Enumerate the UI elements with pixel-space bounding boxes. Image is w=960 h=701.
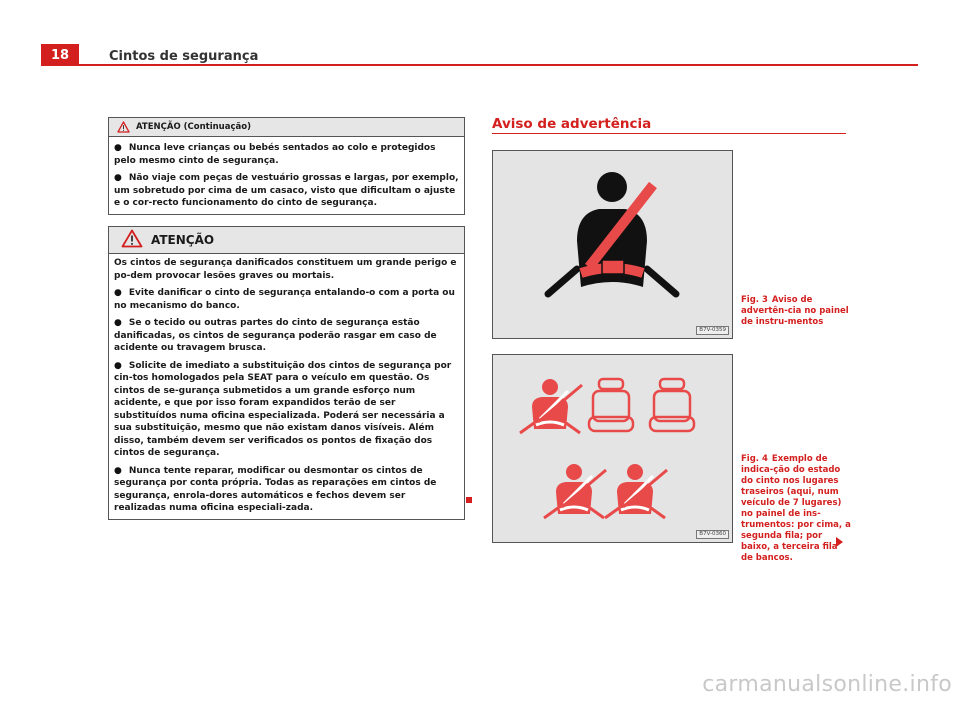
warning-continuation-box — [108, 117, 465, 215]
warning-title: ATENÇÃO — [151, 233, 215, 247]
figure-3 — [492, 150, 733, 339]
running-header-title: Cintos de segurança — [109, 49, 259, 64]
list-item: ● Se o tecido ou outras partes do cinto de segurança estão danificadas, os cintos de segurança poderão rasgar em caso de acidente ou travagem brusca. — [114, 318, 437, 353]
list-item: ● Não viaje com peças de vestuário grossas e largas, por exemplo, um sobretudo por cima de um casaco, visto que dificultam o ajuste e o cor-recto funcionamento do cinto de segurança. — [114, 173, 459, 208]
watermark: carmanualsonline.info — [702, 672, 952, 697]
list-item: ● Solicite de imediato a substituição dos cintos de segurança por cin-tos homologados pela SEAT para o veículo em questão. Os cintos de se-gurança submetidos a um grande esforço num acidente, e que por isso foram expandidos terão de ser substituídos numa oficina especializada. Poderá ser necessária a sua substituição, mesmo que não existam danos visíveis. Além disso, também devem ser verificados os pontos de fixação dos cintos de segurança. — [114, 360, 452, 458]
warning-header — [109, 227, 464, 254]
list-item: ● Evite danificar o cinto de segurança entalando-o com a porta ou no mecanismo do banco. — [114, 288, 455, 311]
figure-code: B7V-0359 — [696, 326, 729, 335]
figure-3-caption: Fig. 3 Aviso de advertên-cia no painel de instru-mentos — [741, 295, 849, 327]
seatbelt-person-icon — [493, 151, 732, 338]
warning-triangle-icon — [121, 229, 143, 252]
warning-body — [109, 254, 464, 519]
next-page-arrow-icon — [836, 537, 843, 547]
list-item: ● Nunca tente reparar, modificar ou desmontar os cintos de segurança por conta própria. Todas as reparações em cintos de segurança, enrola-dores automáticos e fechos devem ser realizadas numa oficina especiali-zada. — [114, 465, 437, 513]
warning-triangle-icon — [117, 118, 130, 137]
header-rule — [79, 64, 918, 66]
seat-status-diagram — [493, 355, 732, 542]
warning-continuation-title: ATENÇÃO (Continuação) — [136, 122, 251, 132]
section-end-marker — [466, 497, 472, 503]
figure-4 — [492, 354, 733, 543]
figure-4-caption: Fig. 4 Exemplo de indica-ção do estado do cinto nos lugares traseiros (aqui, num veículo de 7 lugares) no painel de ins-trumentos: por cima, a segunda fila; por baixo, a terceira fila de bancos. — [741, 454, 851, 563]
list-item: ● Nunca leve crianças ou bebés sentados ao colo e protegidos pelo mesmo cinto de segurança. — [114, 143, 436, 166]
section-rule — [492, 133, 846, 134]
page-number: 18 — [41, 44, 79, 66]
warning-intro: Os cintos de segurança danificados constituem um grande perigo e po-dem provocar lesões graves ou mortais. — [114, 258, 457, 281]
warning-continuation-body — [109, 137, 464, 214]
warning-continuation-header — [109, 118, 464, 137]
figure-code: B7V-0360 — [696, 530, 729, 539]
warning-box — [108, 226, 465, 520]
section-title: Aviso de advertência — [492, 116, 652, 132]
